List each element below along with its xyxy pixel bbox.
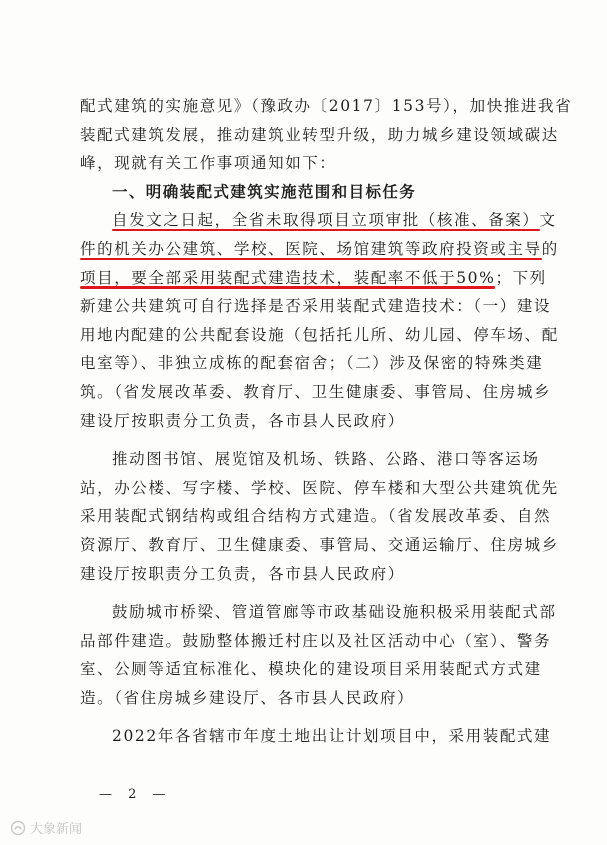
intro-line-3: 峰，现就有关工作事项通知如下： xyxy=(80,154,337,173)
scope-line-7: 筑。（省发展改革委、教育厅、卫生健康委、事管局、住房城乡 xyxy=(80,382,552,401)
watermark-text: 大象新闻 xyxy=(30,822,83,837)
scope-line-3 xyxy=(80,264,547,293)
municipal-line-1: 鼓励城市桥梁、管道管廊等市政基础设施积极采用装配式部 xyxy=(112,603,557,622)
municipal-paragraph xyxy=(80,598,557,712)
paragraph-gap xyxy=(80,435,530,445)
paragraph-gap xyxy=(80,712,530,722)
highlighted-text-2: 件的机关办公建筑、学校、医院、场馆建筑等政府投资或主导 xyxy=(80,239,542,258)
municipal-line-4: 造。（省住房城乡建设厅、各市县人民政府） xyxy=(80,688,415,707)
land-plan-paragraph xyxy=(80,722,552,751)
land-plan-line-1: 2022年各省辖市年度土地出让计划项目中，采用装配式建 xyxy=(112,727,552,746)
intro-line-2: 装配式建筑发展，推动建筑业转型升级，助力城乡建设领域碳达 xyxy=(80,125,559,144)
highlighted-text-3: 项目，要全部采用装配式建造技术，装配率不低于50% xyxy=(80,268,496,287)
scope-line-3-tail: ；下列 xyxy=(495,268,547,287)
scope-paragraph xyxy=(80,206,559,435)
page-number: — 2 — xyxy=(99,787,172,802)
watermark xyxy=(10,818,82,837)
public-building-paragraph xyxy=(80,445,559,588)
public-line-1: 推动图书馆、展览馆及机场、铁路、公路、港口等客运场 xyxy=(112,450,540,469)
section-heading: 一、明确装配式建筑实施范围和目标任务 xyxy=(112,182,417,201)
scope-line-5: 用地内配建的公共配套设施（包括托儿所、幼儿园、停车场、配 xyxy=(80,325,559,344)
scope-line-1 xyxy=(80,206,557,235)
watermark-logo-icon xyxy=(10,820,26,836)
public-line-2: 站，办公楼、写字楼、学校、医院、停车楼和大型公共建筑优先 xyxy=(80,478,559,497)
scope-line-2 xyxy=(80,235,559,264)
scope-line-6: 电室等）、非独立成栋的配套宿舍；（二）涉及保密的特殊类建 xyxy=(80,354,544,373)
intro-paragraph xyxy=(80,92,573,178)
scope-line-2-tail: 的 xyxy=(541,239,559,258)
paragraph-gap xyxy=(80,588,530,598)
scope-line-1-tail: 文 xyxy=(539,211,557,230)
public-line-3: 采用装配式钢结构或组合结构方式建造。（省发展改革委、自然 xyxy=(80,507,552,526)
document-body xyxy=(80,92,573,751)
scope-line-8: 建设厅按职责分工负责，各市县人民政府） xyxy=(80,411,405,430)
municipal-line-3: 室、公厕等适宜标准化、模块化的建设项目采用装配式方式建 xyxy=(80,660,542,679)
public-line-5: 建设厅按职责分工负责，各市县人民政府） xyxy=(80,564,405,583)
municipal-line-2: 品部件建造。鼓励整体搬迁村庄以及社区活动中心（室）、警务 xyxy=(80,631,552,650)
intro-line-1: 配式建筑的实施意见》（豫政办〔2017〕153号），加快推进我省 xyxy=(80,97,573,115)
scope-line-4: 新建公共建筑可自行选择是否采用装配式建造技术：（一）建设 xyxy=(80,297,552,316)
highlighted-text-1: 自发文之日起，全省未取得项目立项审批（核准、备案） xyxy=(112,211,540,230)
public-line-4: 资源厅、教育厅、卫生健康委、事管局、交通运输厅、住房城乡 xyxy=(80,535,559,554)
